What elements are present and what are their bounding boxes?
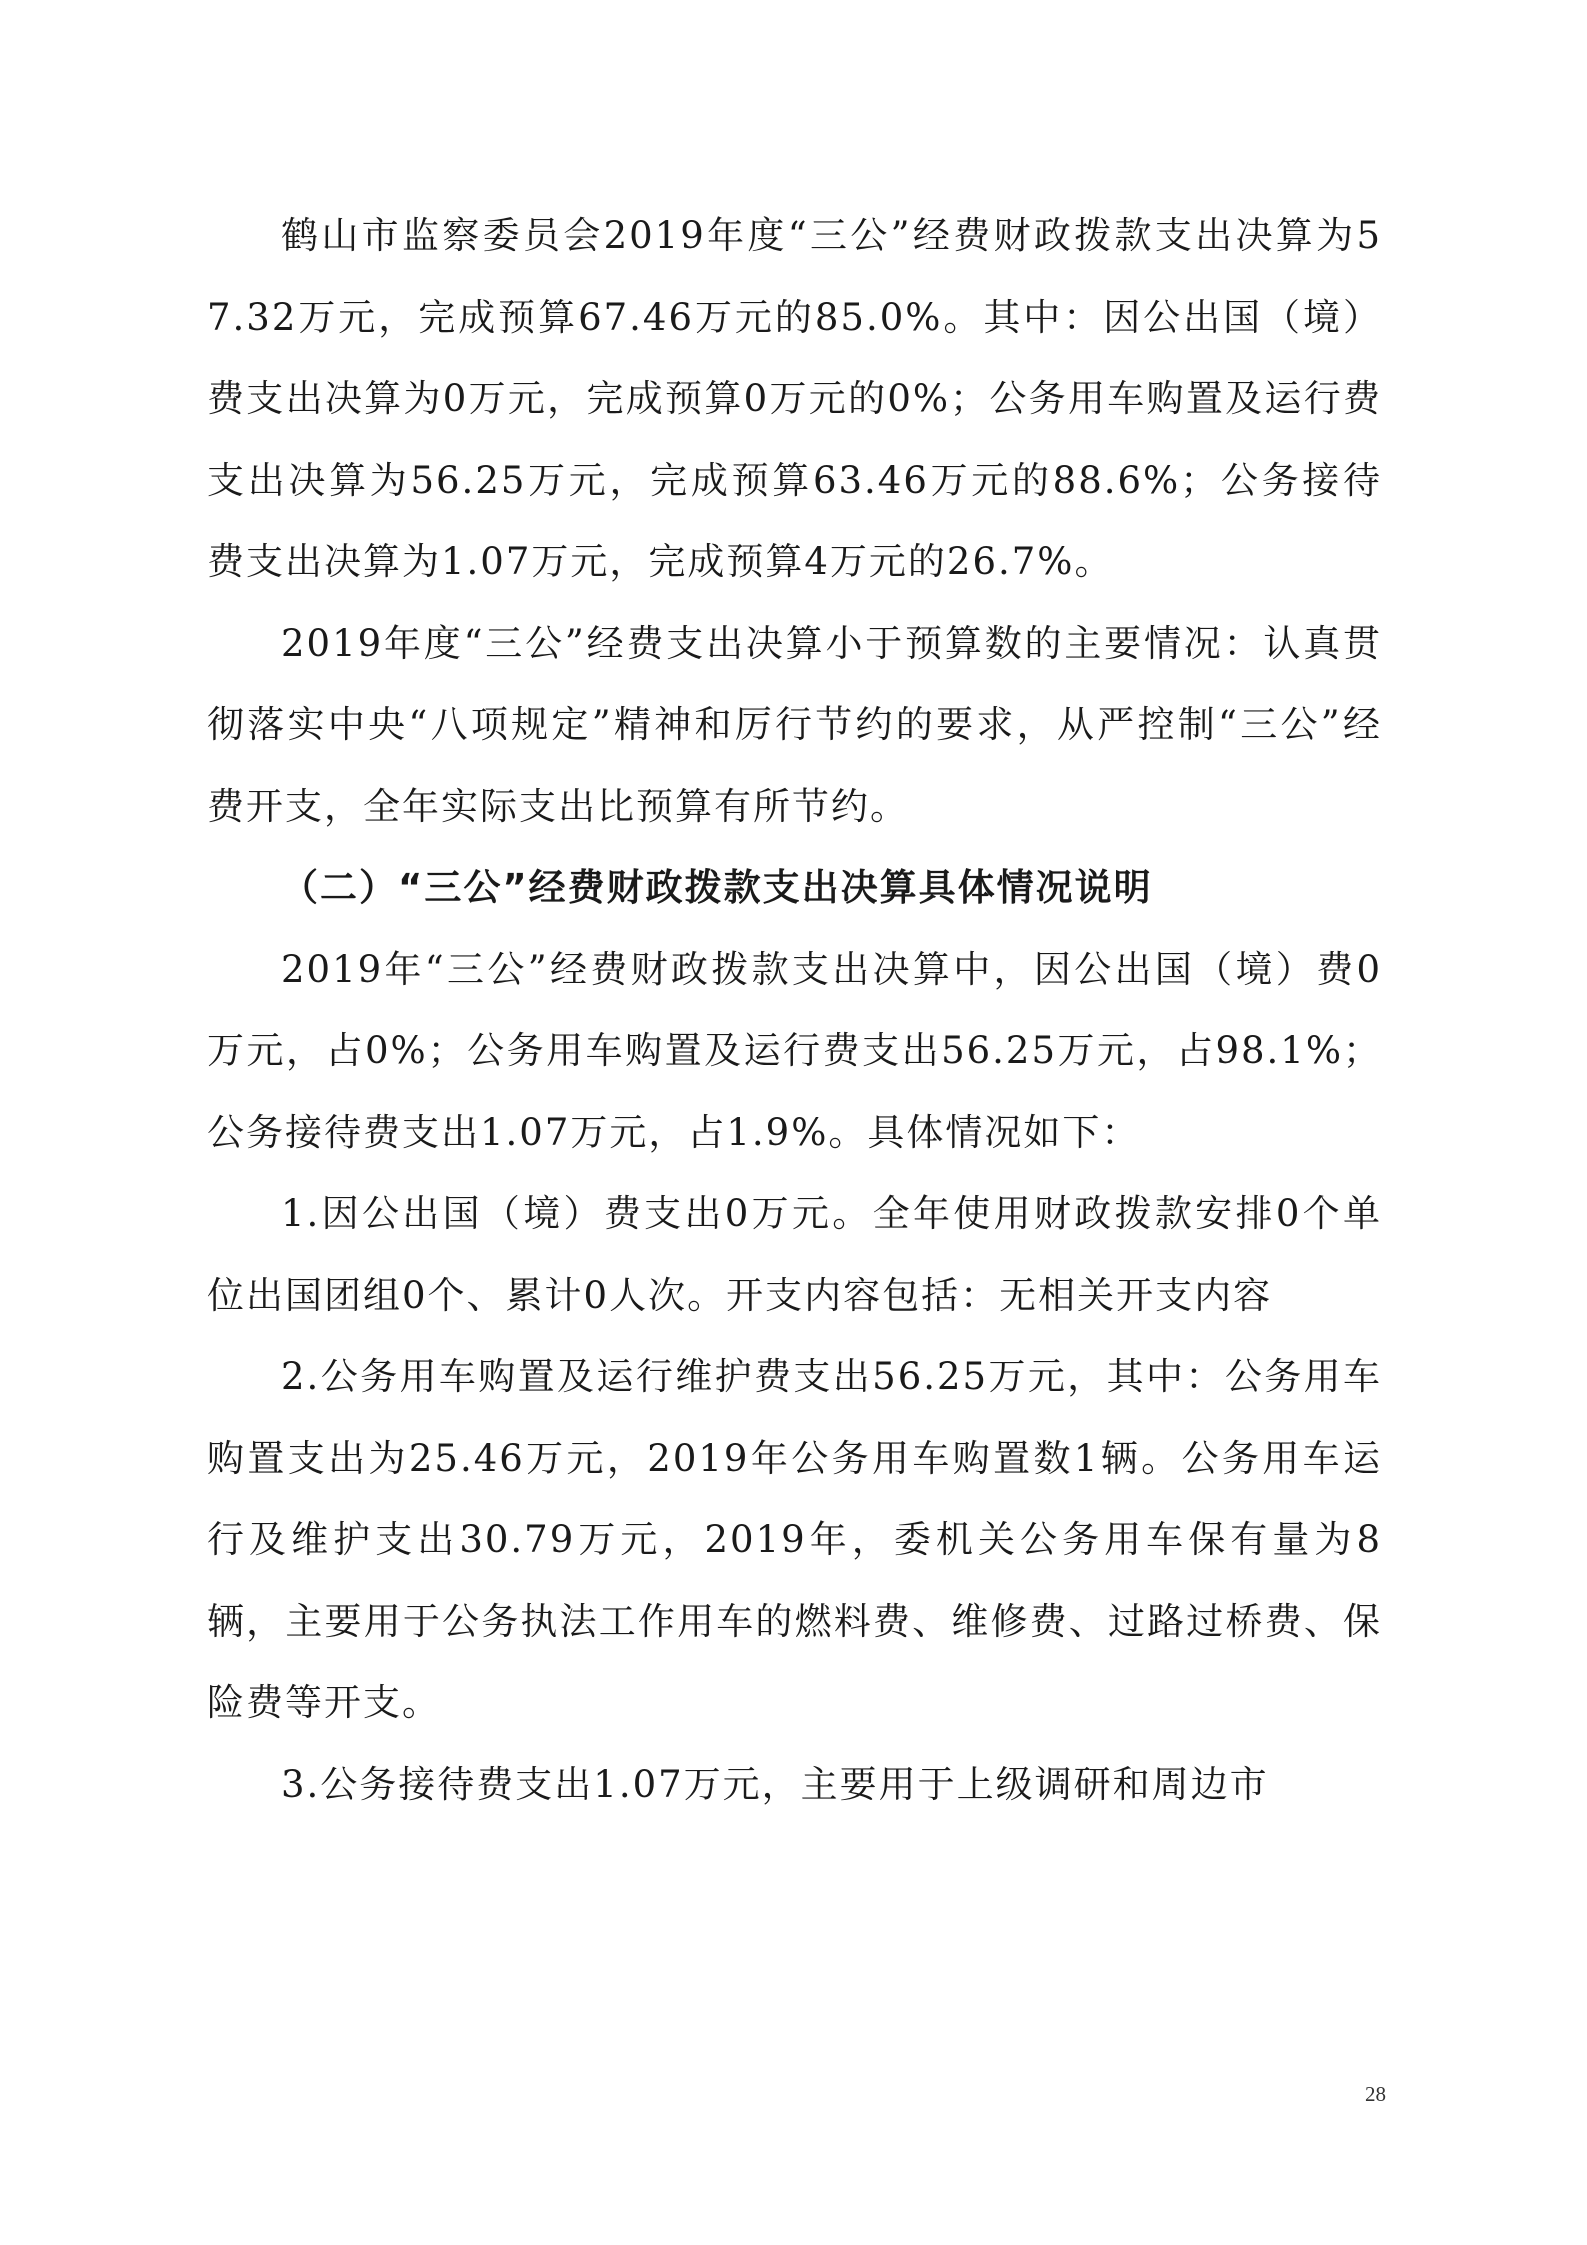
paragraph-reception-expenses: 3.公务接待费支出1.07万元，主要用于上级调研和周边市 <box>281 1762 1269 1806</box>
document-body <box>207 195 1382 1825</box>
paragraph-expense-breakdown: 2019年“三公”经费财政拨款支出决算中，因公出国（境）费0万元，占0%；公务用车购置及运行费支出56.25万元，占98.1%；公务接待费支出1.07万元，占1.9%。具体情况如下： <box>207 947 1382 1154</box>
paragraph-budget-summary: 鹤山市监察委员会2019年度“三公”经费财政拨款支出决算为57.32万元，完成预算67.46万元的85.0%。其中：因公出国（境）费支出决算为0万元，完成预算0万元的0%；公务用车购置及运行费支出决算为56.25万元，完成预算63.46万元的88.6%；公务接待费支出决算为1.07万元，完成预算4万元的26.7%。 <box>207 214 1382 583</box>
paragraph-official-vehicles: 2.公务用车购置及运行维护费支出56.25万元，其中：公务用车购置支出为25.46万元，2019年公务用车购置数1辆。公务用车运行及维护支出30.79万元，2019年，委机关公务用车保有量为8辆，主要用于公务执法工作用车的燃料费、维修费、过路过桥费、保险费等开支。 <box>207 1355 1382 1724</box>
section-heading: （二）“三公”经费财政拨款支出决算具体情况说明 <box>281 866 1153 909</box>
page-number: 28 <box>1365 2082 1386 2106</box>
paragraph-budget-savings-reason: 2019年度“三公”经费支出决算小于预算数的主要情况：认真贯彻落实中央“八项规定”精神和厉行节约的要求，从严控制“三公”经费开支，全年实际支出比预算有所节约。 <box>207 621 1382 828</box>
paragraph-overseas-travel: 1.因公出国（境）费支出0万元。全年使用财政拨款安排0个单位出国团组0个、累计0人次。开支内容包括：无相关开支内容 <box>207 1192 1382 1317</box>
